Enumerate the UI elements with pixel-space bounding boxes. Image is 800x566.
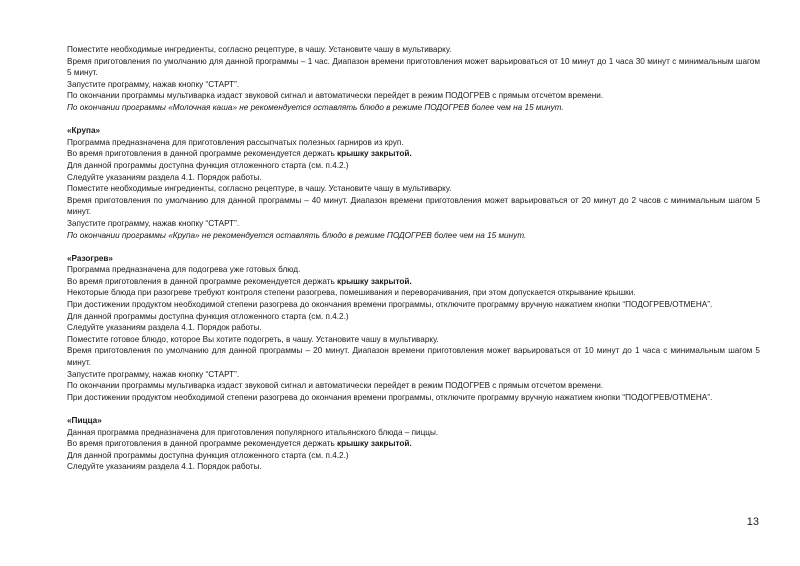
krupa-line-5: Поместите необходимые ингредиенты, согласно рецептуре, в чашу. Установите чашу в мультиварку. — [67, 184, 452, 194]
krupa-line-6: Время приготовления по умолчанию для данной программы – 40 минут. Диапазон времени приготовления может варьироваться от 20 минут до 2 часов с минимальным шагом 5 минут. — [67, 195, 760, 217]
razogrev-line-10: По окончании программы мультиварка издаст звуковой сигнал и автоматически перейдет в режим ПОДОГРЕВ с прямым отсчетом времени. — [67, 381, 604, 391]
page-number: 13 — [746, 516, 759, 528]
pizza-line-2 — [67, 438, 760, 450]
intro-line-4: По окончании программы мультиварка издаст звуковой сигнал и автоматически перейдет в режим ПОДОГРЕВ с прямым отсчетом времени. — [67, 91, 604, 101]
pizza-line-2-bold: крышку закрытой. — [337, 439, 412, 449]
razogrev-line-3: Некоторые блюда при разогреве требуют контроля степени разогрева, помешивания и переворачивания, при этом допускается открывание крышки. — [67, 288, 636, 298]
pizza-section — [67, 415, 760, 473]
razogrev-line-4: При достижении продуктом необходимой степени разогрева до окончания времени программы, отключите программу вручную нажатием кнопки “ПОДОГРЕВ/ОТМЕНА”. — [67, 300, 713, 310]
intro-line-1: Поместите необходимые ингредиенты, согласно рецептуре, в чашу. Установите чашу в мультиварку. — [67, 45, 452, 54]
razogrev-line-9: Запустите программу, нажав кнопку “СТАРТ”. — [67, 369, 240, 379]
intro-italic-note: По окончании программы «Молочная каша» не рекомендуется оставлять блюдо в режиме ПОДОГРЕВ более чем на 15 минут. — [67, 102, 564, 112]
razogrev-line-5: Для данной программы доступна функция отложенного старта (см. п.4.2.) — [67, 311, 349, 321]
razogrev-line-1: Программа предназначена для подогрева уже готовых блюд. — [67, 265, 301, 275]
krupa-italic-note: По окончании программы «Крупа» не рекомендуется оставлять блюдо в режиме ПОДОГРЕВ более чем на 15 минут. — [67, 230, 527, 240]
pizza-line-1: Данная программа предназначена для приготовления популярного итальянского блюда – пиццы. — [67, 427, 439, 437]
intro-line-2: Время приготовления по умолчанию для данной программы – 1 час. Диапазон времени приготовления может варьироваться от 10 минут до 1 часа 30 минут с минимальным шагом 5 минут. — [67, 56, 760, 78]
pizza-line-4: Следуйте указаниям раздела 4.1. Порядок работы. — [67, 462, 262, 472]
razogrev-line-2 — [67, 276, 760, 288]
pizza-line-3: Для данной программы доступна функция отложенного старта (см. п.4.2.) — [67, 450, 349, 460]
krupa-line-2-text: Во время приготовления в данной программе рекомендуется держать — [67, 149, 338, 159]
razogrev-line-2-bold: крышку закрытой. — [337, 276, 412, 286]
intro-line-3: Запустите программу, нажав кнопку “СТАРТ”. — [67, 79, 240, 89]
krupa-section — [67, 125, 760, 241]
krupa-line-7: Запустите программу, нажав кнопку “СТАРТ”. — [67, 218, 240, 228]
razogrev-line-8: Время приготовления по умолчанию для данной программы – 20 минут. Диапазон времени приготовления может варьироваться от 10 минут до 1 часа с минимальным шагом 5 минут. — [67, 346, 760, 368]
pizza-heading: «Пицца» — [67, 416, 102, 425]
razogrev-heading: «Разогрев» — [67, 253, 113, 263]
pizza-line-2-text: Во время приготовления в данной программе рекомендуется держать — [67, 439, 338, 449]
razogrev-line-6: Следуйте указаниям раздела 4.1. Порядок работы. — [67, 323, 262, 333]
page-content — [67, 44, 760, 473]
krupa-line-1: Программа предназначена для приготовления рассыпчатых полезных гарниров из круп. — [67, 137, 404, 147]
krupa-line-2-bold: крышку закрытой. — [337, 149, 412, 159]
razogrev-section — [67, 253, 760, 404]
intro-section — [67, 44, 760, 114]
krupa-line-2 — [67, 148, 760, 160]
krupa-line-3: Для данной программы доступна функция отложенного старта (см. п.4.2.) — [67, 160, 349, 170]
razogrev-line-7: Поместите готовое блюдо, которое Вы хотите подогреть, в чашу. Установите чашу в мультиварку. — [67, 334, 439, 344]
krupa-line-4: Следуйте указаниям раздела 4.1. Порядок работы. — [67, 172, 262, 182]
krupa-heading: «Крупа» — [67, 126, 101, 136]
razogrev-line-2-text: Во время приготовления в данной программе рекомендуется держать — [67, 276, 338, 286]
razogrev-line-11: При достижении продуктом необходимой степени разогрева до окончания времени программы, отключите программу вручную нажатием кнопки “ПОДОГРЕВ/ОТМЕНА”. — [67, 392, 713, 402]
